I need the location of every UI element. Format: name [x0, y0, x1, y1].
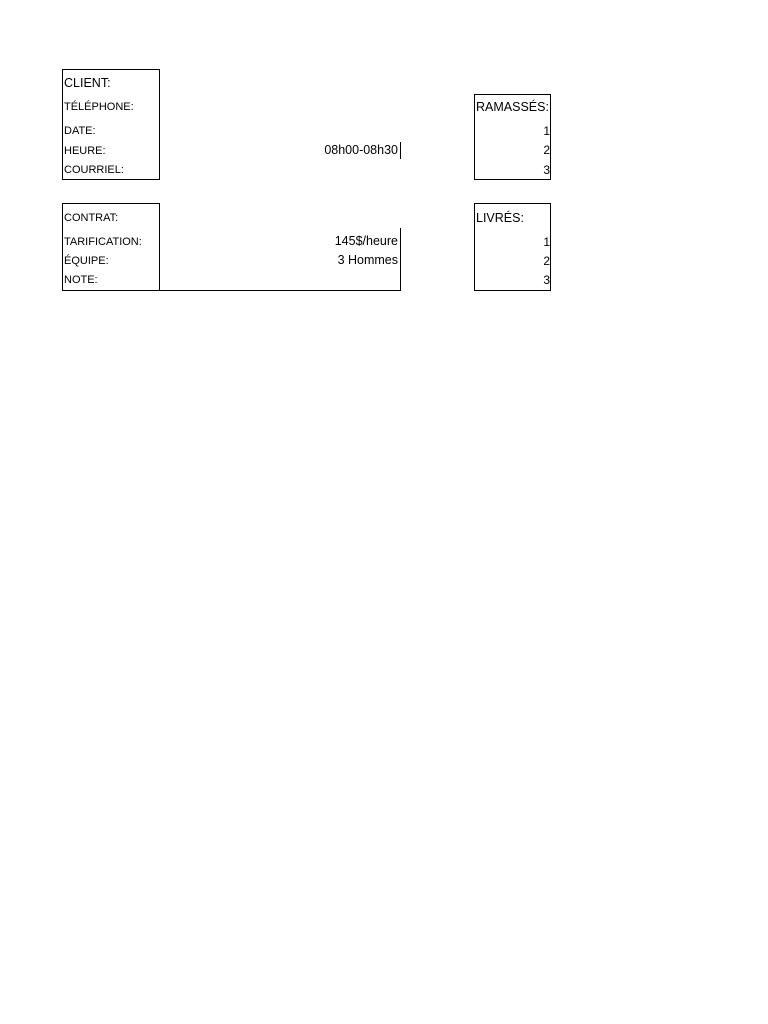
courriel-label: COURRIEL: — [64, 164, 124, 176]
contrat-right-border — [400, 228, 401, 291]
equipe-label: ÉQUIPE: — [64, 255, 109, 267]
contrat-label: CONTRAT: — [64, 212, 119, 224]
ramasses-number-2: 2 — [543, 143, 550, 157]
equipe-value: 3 Hommes — [337, 253, 398, 267]
client-label: CLIENT: — [64, 76, 111, 90]
heure-cell-border — [400, 142, 401, 159]
contrat-bottom-border — [159, 290, 401, 291]
ramasses-number-1: 1 — [543, 124, 550, 138]
ramasses-title: RAMASSÉS: — [476, 100, 549, 114]
livres-number-1: 1 — [543, 235, 550, 249]
tarification-value: 145$/heure — [334, 234, 398, 248]
note-label: NOTE: — [64, 274, 98, 286]
heure-value: 08h00-08h30 — [324, 143, 398, 157]
livres-number-2: 2 — [543, 254, 550, 268]
livres-number-3: 3 — [543, 273, 550, 287]
ramasses-number-3: 3 — [543, 163, 550, 177]
tarification-label: TARIFICATION: — [64, 236, 142, 248]
date-label: DATE: — [64, 125, 96, 137]
telephone-label: TÉLÉPHONE: — [64, 101, 134, 113]
livres-title: LIVRÉS: — [476, 211, 524, 225]
heure-label: HEURE: — [64, 145, 106, 157]
